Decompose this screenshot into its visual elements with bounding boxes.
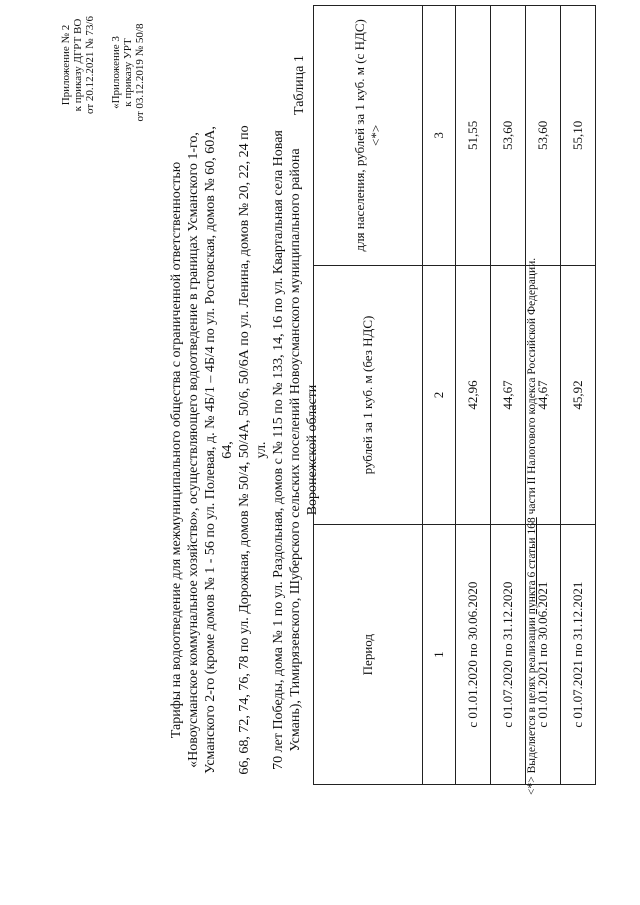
document-title <box>168 125 321 775</box>
table-row <box>456 6 491 785</box>
annex-2-line: от 20.12.2021 № 73/6 <box>84 16 96 114</box>
column-header-period: Период <box>314 525 423 785</box>
table-row <box>491 6 526 785</box>
title-line: Усманского 2-го (кроме домов № 1 - 56 по ул. Полевая, д. № 4Б/1 – 4Б/4 по ул. Ростовская, домов № 60, 60А, 64, <box>203 126 235 774</box>
price-vat-cell: 51,55 <box>456 6 491 266</box>
period-cell: с 01.01.2020 по 30.06.2020 <box>456 525 491 785</box>
column-index: 3 <box>423 6 456 266</box>
annex-3-line: к приказу УРТ <box>122 38 134 107</box>
table-header-row <box>314 6 423 785</box>
table-index-row <box>423 6 456 785</box>
footnote-law-link[interactable]: пункта 6 статьи 168 <box>526 517 538 615</box>
annex-3-line: «Приложение 3 <box>110 36 122 109</box>
annex-2-line: к приказу ДГРТ ВО <box>72 18 84 112</box>
title-line: Усмань), Тимирязевского, Шуберского сельских поселений Новоусманского муниципального района <box>288 148 303 752</box>
annex-2-header <box>60 15 96 115</box>
footnote-text: <*> Выделяется в целях реализации <box>526 617 538 795</box>
price-vat-cell: 53,60 <box>491 6 526 266</box>
price-vat-cell: 55,10 <box>561 6 596 266</box>
annex-3-line: от 03.12.2019 № 50/8 <box>134 23 146 122</box>
price-cell: 45,92 <box>561 265 596 525</box>
tariff-table <box>313 5 596 785</box>
period-cell: с 01.01.2021 по 30.06.2021 <box>526 525 561 785</box>
title-line: Воронежской области <box>305 384 320 516</box>
price-cell: 44,67 <box>526 265 561 525</box>
column-index: 2 <box>423 265 456 525</box>
table-row <box>561 6 596 785</box>
price-cell: 42,96 <box>456 265 491 525</box>
column-index: 1 <box>423 525 456 785</box>
annex-2-line: Приложение № 2 <box>60 24 72 106</box>
column-header-price-no-vat: рублей за 1 куб. м (без НДС) <box>314 265 423 525</box>
column-header-price-population: для населения, рублей за 1 куб. м (с НДС) <*> <box>314 6 423 266</box>
price-cell: 44,67 <box>491 265 526 525</box>
title-line: 70 лет Победы, дома № 1 по ул. Раздольная, домов с № 115 по № 133, 14, 16 по ул. Квартальная села Новая <box>271 130 286 770</box>
title-line: «Новоусманское коммунальное хозяйство», осуществляющего водоотведение в границах Усманского 1-го, <box>186 132 201 768</box>
period-cell: с 01.07.2020 по 31.12.2020 <box>491 525 526 785</box>
title-line: Тарифы на водоотведение для межмуниципального общества с ограниченной ответственностью <box>169 161 184 739</box>
period-cell: с 01.07.2021 по 31.12.2021 <box>561 525 596 785</box>
annex-3-header <box>110 15 146 130</box>
footnote <box>526 35 538 795</box>
table-caption: Таблица 1 <box>292 55 307 115</box>
price-vat-cell: 53,60 <box>526 6 561 266</box>
title-line: 66, 68, 72, 74, 76, 78 по ул. Дорожная, домов № 50/4, 50/4А, 50/6, 50/6А по ул. Ленина, домов № 20, 22, 24 по ул. <box>237 125 269 775</box>
footnote-text: части II Налогового кодекса Российской Федерации. <box>526 257 538 515</box>
